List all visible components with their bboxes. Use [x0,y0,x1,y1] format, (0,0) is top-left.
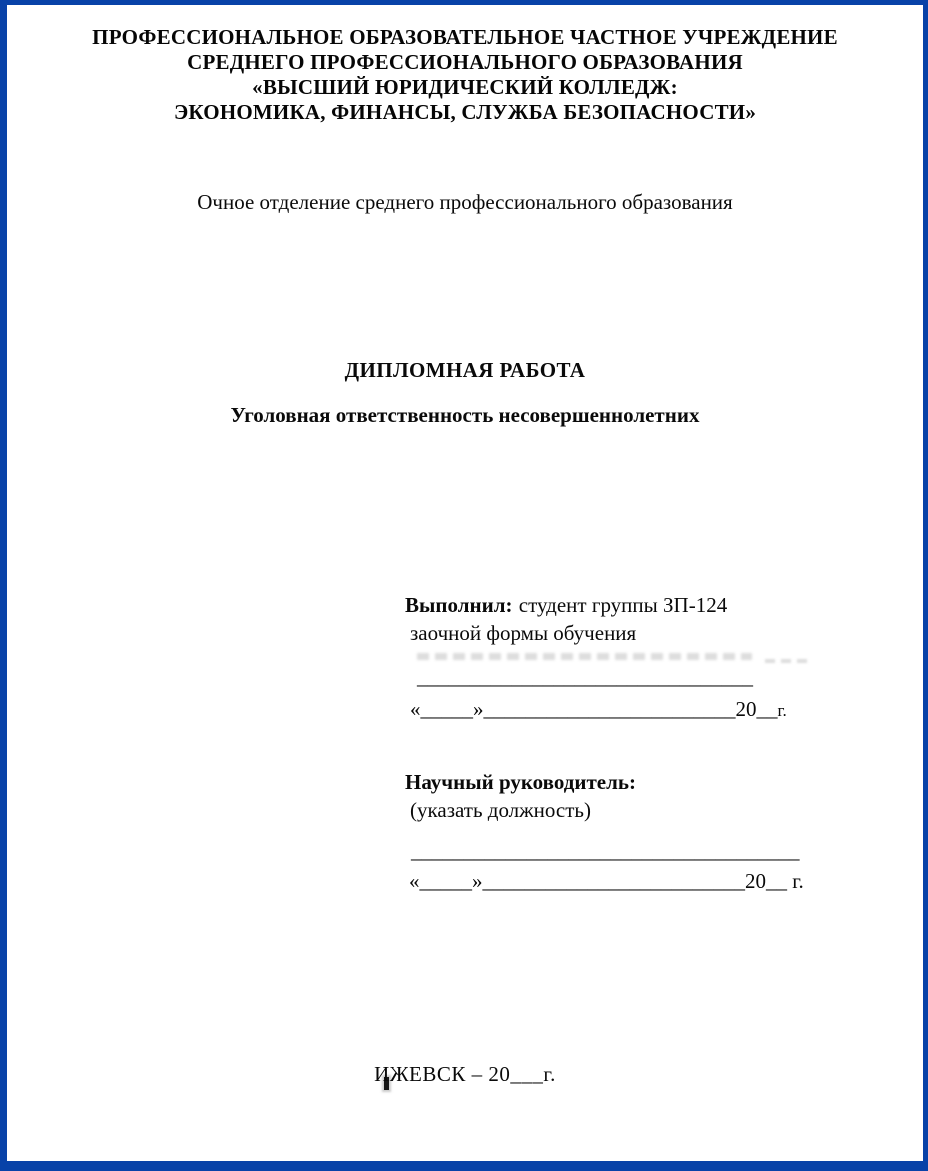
institution-header [7,25,923,125]
work-type-title: ДИПЛОМНАЯ РАБОТА [344,358,586,382]
executor-description-2: заочной формы обучения [410,621,637,645]
executor-description: студент группы ЗП-124 [518,593,728,617]
footer-city-year [7,1062,923,1087]
executor-label: Выполнил: [405,593,513,617]
executor-date-line: «_____»________________________20__ [410,697,778,721]
department-line: Очное отделение среднего профессионального образования [197,190,733,214]
supervisor-date-line: «_____»_________________________20__ [409,869,787,893]
institution-line-3: «ВЫСШИЙ ЮРИДИЧЕСКИЙ КОЛЛЕДЖ: [252,75,678,99]
supervisor-label: Научный руководитель: [405,770,636,794]
scan-artifact-erased-text [417,653,752,660]
supervisor-date-blank [409,869,804,894]
footer-city-year-text: ИЖЕВСК – 20 [374,1062,511,1086]
supervisor-date-suffix: г. [787,869,804,893]
institution-line-4: ЭКОНОМИКА, ФИНАНСЫ, СЛУЖБА БЕЗОПАСНОСТИ» [173,100,757,124]
institution-line-2: СРЕДНЕГО ПРОФЕССИОНАЛЬНОГО ОБРАЗОВАНИЯ [187,50,743,74]
executor-date-blank [410,697,787,722]
executor-line [405,593,727,618]
footer-year-suffix: г. [543,1062,556,1086]
supervisor-signature-blank: _____________________________________ [411,839,800,863]
work-topic-title: Уголовная ответственность несовершеннолетних [230,403,700,427]
executor-date-suffix: г. [777,701,787,720]
footer-year-blank: ___ [510,1062,544,1086]
executor-signature-blank: ________________________________ [417,665,753,689]
scan-artifact-erased-text-2 [765,659,807,663]
institution-line-1: ПРОФЕССИОНАЛЬНОЕ ОБРАЗОВАТЕЛЬНОЕ ЧАСТНОЕ УЧРЕЖДЕНИЕ [92,25,838,49]
supervisor-position-hint: (указать должность) [410,798,592,822]
